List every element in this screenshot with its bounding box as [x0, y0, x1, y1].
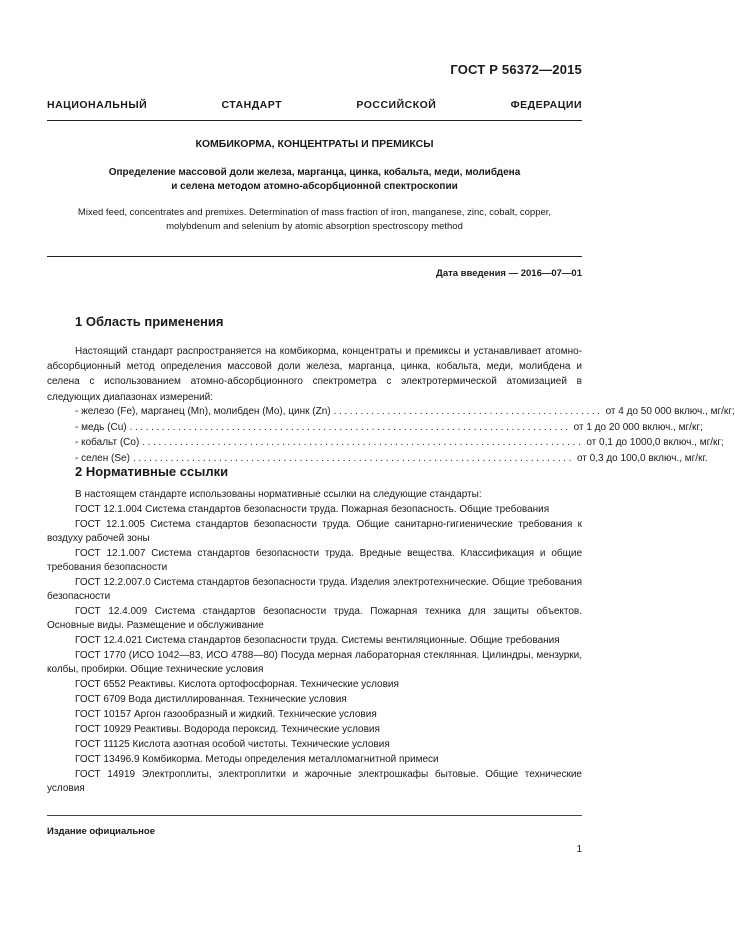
leader-dots: ..................................................	[333, 406, 603, 417]
footer-divider	[47, 815, 582, 816]
reference-item: ГОСТ 12.1.005 Система стандартов безопасности труда. Общие санитарно-гигиенические требования к воздуху рабочей зоны	[47, 519, 582, 544]
references-intro: В настоящем стандарте использованы нормативные ссылки на следующие стандарты:	[75, 489, 482, 500]
title-divider	[47, 256, 582, 257]
range-row	[75, 404, 735, 420]
reference-item: ГОСТ 10157 Аргон газообразный и жидкий. Технические условия	[75, 709, 377, 720]
range-row	[75, 435, 724, 451]
normative-references	[47, 488, 582, 797]
range-value: от 4 до 50 000 включ., мг/кг;	[605, 406, 735, 417]
leader-dots: ..................................................................................	[142, 437, 584, 448]
english-line-2: molybdenum and selenium by atomic absorption spectroscopy method	[166, 221, 463, 232]
document-subtitle	[60, 166, 569, 194]
reference-item: ГОСТ 12.1.007 Система стандартов безопасности труда. Вредные вещества. Классификация и общие требования безопасности	[47, 548, 582, 573]
section-1-paragraph	[47, 344, 582, 405]
reference-item: ГОСТ 10929 Реактивы. Водорода пероксид. Технические условия	[75, 724, 380, 735]
range-label: - медь (Cu)	[75, 421, 127, 433]
range-value: от 0,3 до 100,0 включ., мг/кг.	[576, 452, 708, 464]
english-title	[55, 206, 574, 234]
range-value: от 1 до 20 000 включ., мг/кг;	[573, 421, 703, 433]
leader-dots: ..................................................................................	[132, 452, 574, 464]
leader-dots: ..................................................................................	[129, 421, 571, 433]
section-1-heading: 1 Область применения	[75, 314, 224, 329]
gost-code: ГОСТ Р 56372—2015	[450, 62, 582, 77]
introduction-date: Дата введения — 2016—07—01	[436, 268, 582, 279]
official-edition-label: Издание официальное	[47, 826, 155, 837]
reference-item: ГОСТ 12.4.009 Система стандартов безопасности труда. Пожарная техника для защиты объектов. Основные виды. Размещение и обслуживание	[47, 606, 582, 631]
subtitle-line-2: и селена методом атомно-абсорбционной спектроскопии	[171, 181, 458, 192]
reference-item: ГОСТ 12.2.007.0 Система стандартов безопасности труда. Изделия электротехнические. Общие требования безопасности	[47, 577, 582, 602]
range-value: от 0,1 до 1000,0 включ., мг/кг;	[586, 437, 724, 448]
top-divider	[47, 120, 582, 121]
reference-item: ГОСТ 11125 Кислота азотная особой чистоты. Технические условия	[75, 739, 390, 750]
range-row	[75, 420, 703, 436]
range-label: - селен (Se)	[75, 452, 130, 464]
document-title: КОМБИКОРМА, КОНЦЕНТРАТЫ И ПРЕМИКСЫ	[195, 138, 434, 150]
range-label: - железо (Fe), марганец (Mn), молибден (Mo), цинк (Zn)	[75, 406, 331, 417]
reference-item: ГОСТ 1770 (ИСО 1042—83, ИСО 4788—80) Посуда мерная лабораторная стеклянная. Цилиндры, мензурки, колбы, пробирки. Общие технические условия	[47, 650, 582, 675]
reference-item: ГОСТ 6709 Вода дистиллированная. Технические условия	[75, 694, 347, 705]
measurement-ranges	[75, 404, 735, 466]
english-line-1: Mixed feed, concentrates and premixes. Determination of mass fraction of iron, manganese, zinc, cobalt, copper,	[77, 207, 552, 218]
national-standard-banner: НАЦИОНАЛЬНЫЙ СТАНДАРТ РОССИЙСКОЙ ФЕДЕРАЦИИ	[47, 99, 582, 111]
reference-item: ГОСТ 13496.9 Комбикорма. Методы определения металломагнитной примеси	[75, 754, 439, 765]
scope-text: Настоящий стандарт распространяется на комбикорма, концентраты и премиксы и устанавливает атомно-абсорбционный метод определения массовой доли железа, марганца, цинка, кобальта, меди, молибдена и селена с использованием атомно-абсорбционного спектрометра с электротермической атомизацией в следующих диапазонах измерений:	[47, 346, 582, 403]
page-number: 1	[576, 844, 582, 855]
section-2-heading: 2 Нормативные ссылки	[75, 464, 229, 479]
reference-item: ГОСТ 12.4.021 Система стандартов безопасности труда. Системы вентиляционные. Общие требования	[75, 635, 560, 646]
reference-item: ГОСТ 12.1.004 Система стандартов безопасности труда. Пожарная безопасность. Общие требования	[75, 504, 550, 515]
range-label: - кобальт (Co)	[75, 437, 140, 448]
subtitle-line-1: Определение массовой доли железа, марганца, цинка, кобальта, меди, молибдена	[108, 167, 521, 178]
reference-item: ГОСТ 6552 Реактивы. Кислота ортофосфорная. Технические условия	[75, 679, 399, 690]
reference-item: ГОСТ 14919 Электроплиты, электроплитки и жарочные электрошкафы бытовые. Общие технические условия	[47, 769, 582, 794]
